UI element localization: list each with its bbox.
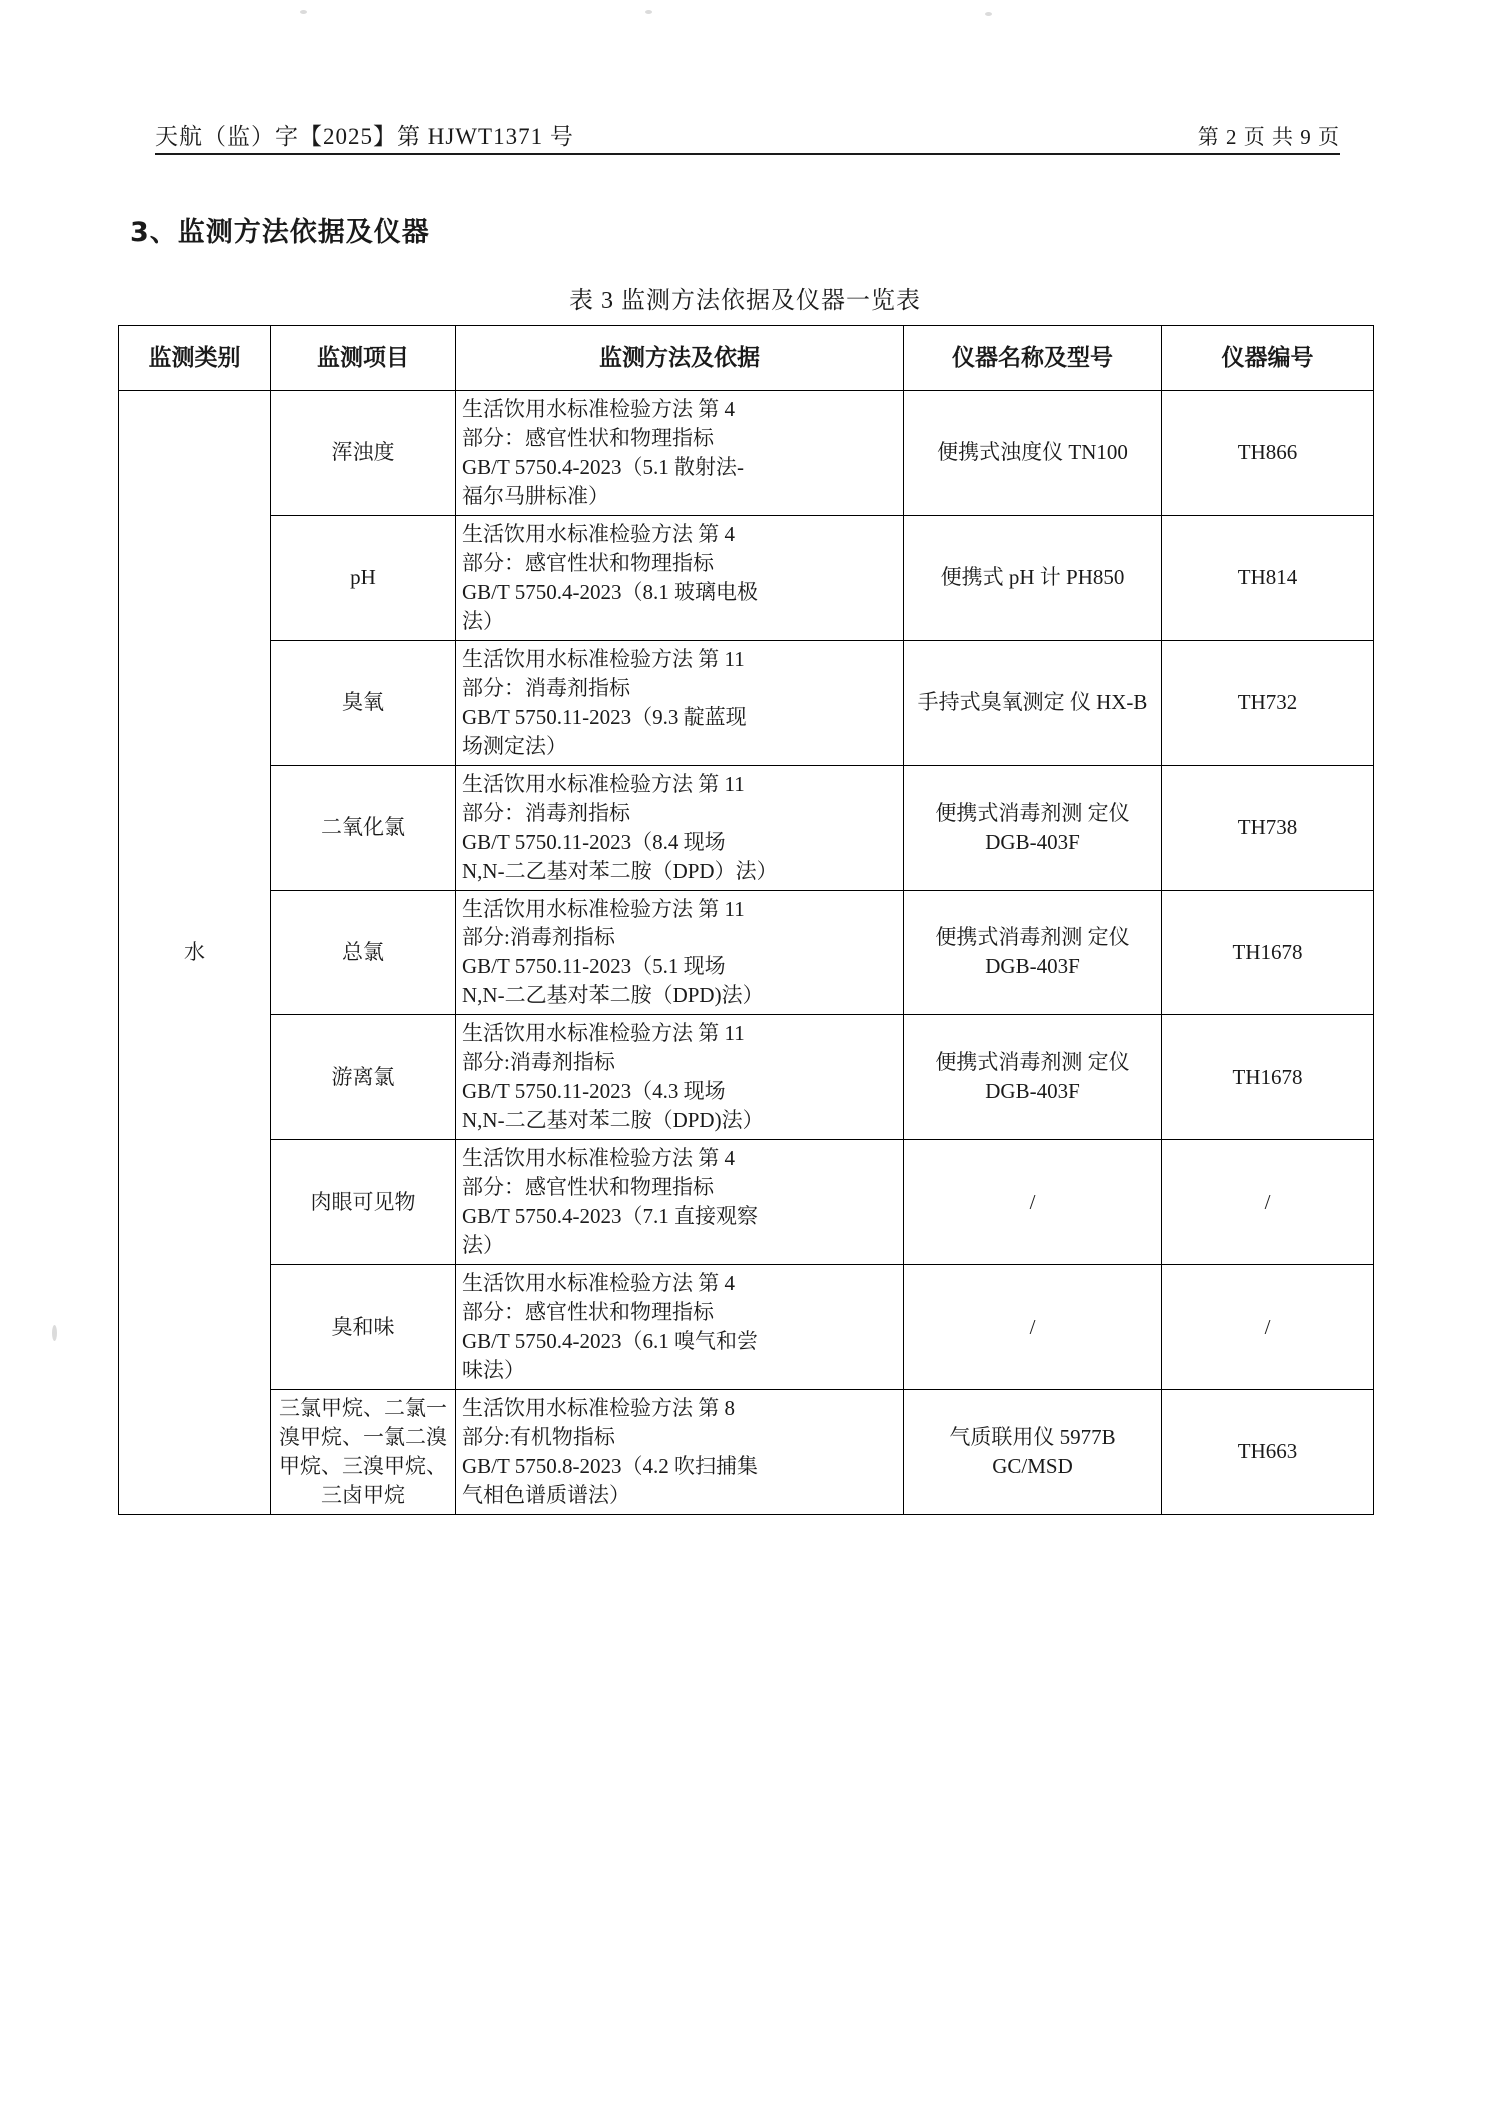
instrument-line: 便携式消毒剂测: [935, 1050, 1083, 1075]
instrument-line: 便携式浊度仪: [937, 440, 1064, 465]
instrument-line: DGB-403F: [985, 954, 1080, 979]
method-line: N,N-二乙基对苯二胺（DPD）法）: [462, 858, 778, 883]
column-header-instrument: 仪器名称及型号: [904, 326, 1162, 391]
method-line: 部分：感官性状和物理指标: [462, 1175, 714, 1200]
method-line: N,N-二乙基对苯二胺（DPD)法）: [462, 1108, 764, 1133]
instrument-line: 便携式消毒剂测: [935, 800, 1083, 825]
method-line: 生活饮用水标准检验方法 第 11: [462, 896, 745, 921]
method-line: N,N-二乙基对苯二胺（DPD)法）: [462, 983, 764, 1008]
scan-speckle: [52, 1325, 57, 1341]
method-line: GB/T 5750.11-2023（4.3 现场: [462, 1079, 726, 1104]
method-line: 味法）: [462, 1358, 525, 1383]
table-caption: 表 3 监测方法依据及仪器一览表: [569, 288, 921, 314]
column-header-method: 监测方法及依据: [456, 326, 904, 391]
method-line: 法）: [462, 1233, 504, 1258]
method-line: 生活饮用水标准检验方法 第 4: [462, 1146, 735, 1171]
method-line: 生活饮用水标准检验方法 第 4: [462, 521, 735, 546]
method-line: 场测定法）: [462, 733, 567, 758]
instrument-line: 手持式臭氧测定: [917, 690, 1065, 715]
cell-item: 总氯: [271, 890, 456, 1015]
cell-method: [456, 1140, 904, 1265]
table-row: [119, 1015, 1374, 1140]
cell-instrument: [904, 1015, 1162, 1140]
method-line: 部分:消毒剂指标: [462, 1050, 615, 1075]
cell-method: [456, 640, 904, 765]
scan-speckle: [645, 10, 652, 14]
cell-method: [456, 515, 904, 640]
column-header-category: 监测类别: [119, 326, 271, 391]
cell-number: TH866: [1162, 391, 1374, 516]
header-divider: [155, 153, 1340, 155]
column-header-item: 监测项目: [271, 326, 456, 391]
cell-item: 二氧化氯: [271, 765, 456, 890]
method-line: 部分：消毒剂指标: [462, 800, 630, 825]
cell-item: 游离氯: [271, 1015, 456, 1140]
report-number: 天航（监）字【2025】第 HJWT1371 号: [155, 124, 574, 149]
cell-instrument: [904, 640, 1162, 765]
cell-item: 浑浊度: [271, 391, 456, 516]
instrument-line: DGB-403F: [985, 1079, 1080, 1104]
page-indicator: 第 2 页 共 9 页: [1197, 125, 1340, 149]
method-line: 部分：感官性状和物理指标: [462, 550, 714, 575]
table-row: [119, 1265, 1374, 1390]
scan-speckle: [300, 10, 307, 14]
method-line: 部分：感官性状和物理指标: [462, 1300, 714, 1325]
cell-instrument: [904, 515, 1162, 640]
method-line: 生活饮用水标准检验方法 第 11: [462, 646, 745, 671]
instrument-line: PH850: [1066, 565, 1125, 590]
instrument-line: 定仪: [1087, 925, 1130, 950]
method-line: 部分：感官性状和物理指标: [462, 425, 714, 450]
table-row: [119, 1140, 1374, 1265]
instrument-line: 便携式 pH 计: [940, 565, 1061, 590]
method-line: 生活饮用水标准检验方法 第 11: [462, 1021, 745, 1046]
cell-item: 三氯甲烷、二氯一溴甲烷、一氯二溴甲烷、三溴甲烷、三卤甲烷: [271, 1390, 456, 1515]
column-header-number: 仪器编号: [1162, 326, 1374, 391]
method-line: GB/T 5750.11-2023（5.1 现场: [462, 954, 726, 979]
cell-method: [456, 1015, 904, 1140]
table-row: [119, 890, 1374, 1015]
method-line: GB/T 5750.11-2023（9.3 靛蓝现: [462, 704, 747, 729]
instrument-line: 5977B GC/MSD: [992, 1424, 1116, 1478]
page-header: [155, 118, 1340, 151]
table-row: [119, 640, 1374, 765]
instrument-line: 气质联用仪: [949, 1424, 1055, 1449]
instrument-line: TN100: [1068, 440, 1128, 465]
cell-instrument: [904, 890, 1162, 1015]
method-line: 部分:消毒剂指标: [462, 925, 615, 950]
table-row: [119, 515, 1374, 640]
table-header-row: [119, 326, 1374, 391]
cell-item: 肉眼可见物: [271, 1140, 456, 1265]
cell-item: pH: [271, 515, 456, 640]
method-line: GB/T 5750.8-2023（4.2 吹扫捕集: [462, 1453, 758, 1478]
cell-number: TH663: [1162, 1390, 1374, 1515]
method-line: 部分:有机物指标: [462, 1424, 615, 1449]
method-line: 生活饮用水标准检验方法 第 11: [462, 771, 745, 796]
instrument-line: 定仪: [1087, 1050, 1130, 1075]
cell-instrument: [904, 1390, 1162, 1515]
table-row: [119, 1390, 1374, 1515]
cell-instrument: /: [904, 1140, 1162, 1265]
cell-number: TH814: [1162, 515, 1374, 640]
method-line: 生活饮用水标准检验方法 第 8: [462, 1396, 735, 1420]
method-line: 生活饮用水标准检验方法 第 4: [462, 397, 735, 421]
cell-method: [456, 765, 904, 890]
scan-speckle: [985, 12, 992, 16]
method-line: 部分：消毒剂指标: [462, 675, 630, 700]
cell-category: 水: [119, 391, 271, 1515]
method-line: 气相色谱质谱法）: [462, 1482, 630, 1507]
section-heading: 3、监测方法依据及仪器: [130, 217, 430, 248]
method-line: 福尔马肼标准）: [462, 483, 609, 508]
instrument-line: DGB-403F: [985, 829, 1080, 854]
cell-number: /: [1162, 1265, 1374, 1390]
cell-item: 臭氧: [271, 640, 456, 765]
cell-instrument: /: [904, 1265, 1162, 1390]
cell-number: TH732: [1162, 640, 1374, 765]
method-line: GB/T 5750.4-2023（5.1 散射法-: [462, 454, 744, 479]
cell-item: 臭和味: [271, 1265, 456, 1390]
cell-method: [456, 1390, 904, 1515]
method-line: 生活饮用水标准检验方法 第 4: [462, 1271, 735, 1296]
method-line: GB/T 5750.11-2023（8.4 现场: [462, 829, 726, 854]
instrument-line: 便携式消毒剂测: [935, 925, 1083, 950]
cell-instrument: [904, 391, 1162, 516]
table-row: [119, 391, 1374, 516]
cell-number: TH1678: [1162, 890, 1374, 1015]
method-line: GB/T 5750.4-2023（7.1 直接观察: [462, 1204, 758, 1229]
cell-number: TH1678: [1162, 1015, 1374, 1140]
cell-instrument: [904, 765, 1162, 890]
instrument-line: 定仪: [1087, 800, 1130, 825]
cell-method: [456, 1265, 904, 1390]
methods-table: [118, 325, 1374, 1515]
instrument-line: 仪 HX-B: [1069, 690, 1148, 715]
method-line: GB/T 5750.4-2023（6.1 嗅气和尝: [462, 1329, 758, 1354]
method-line: 法）: [462, 608, 504, 633]
method-line: GB/T 5750.4-2023（8.1 玻璃电极: [462, 579, 758, 604]
cell-number: TH738: [1162, 765, 1374, 890]
cell-method: [456, 391, 904, 516]
cell-number: /: [1162, 1140, 1374, 1265]
table-row: [119, 765, 1374, 890]
cell-method: [456, 890, 904, 1015]
